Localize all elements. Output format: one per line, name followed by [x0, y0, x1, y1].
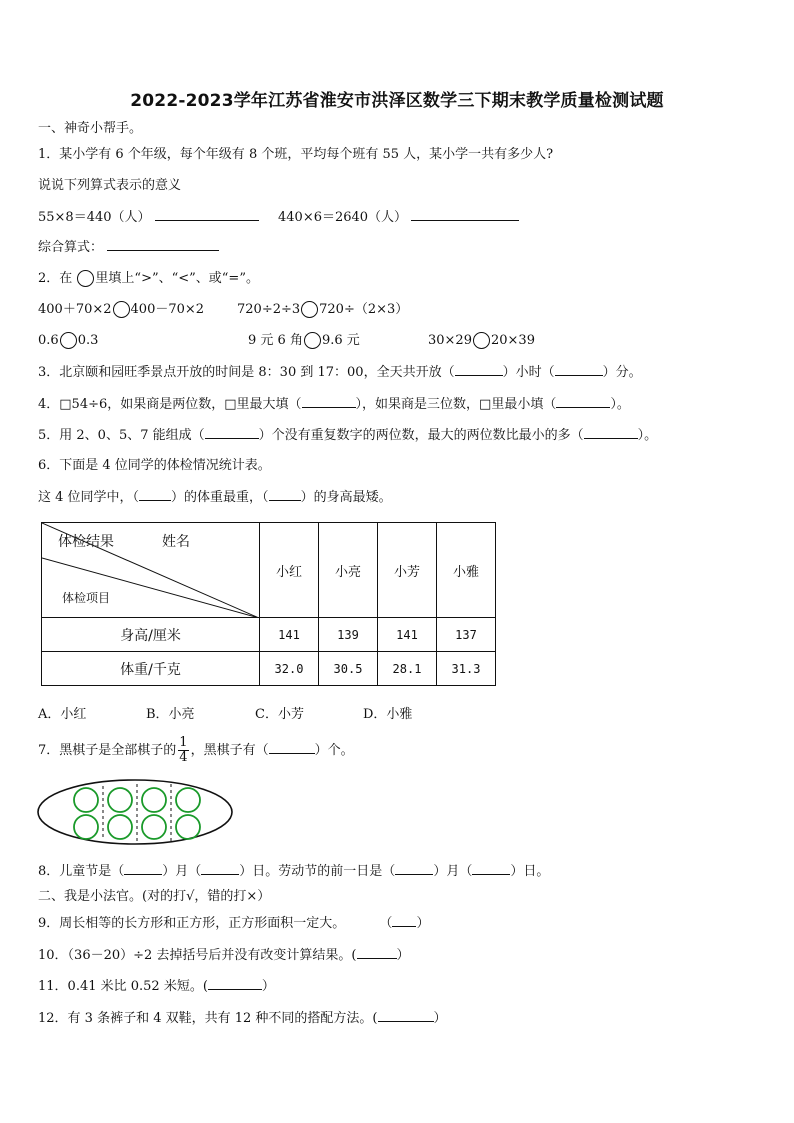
table-row	[42, 618, 496, 652]
question-6: 6．下面是 4 位同学的体检情况统计表。	[38, 458, 271, 473]
table-cell: 30.5	[319, 652, 378, 686]
question-1-combined	[38, 238, 219, 257]
answer-blank[interactable]	[472, 862, 510, 875]
paren-open: （	[379, 916, 393, 931]
question-2-row1a	[38, 301, 204, 319]
fraction-denominator: 4	[179, 750, 188, 765]
expr-right: 9.6 元	[321, 333, 360, 348]
question-8	[38, 862, 549, 881]
combined-label: 综合算式：	[38, 240, 104, 255]
table-header-cell: 小芳	[378, 523, 437, 618]
q8-text-d: ）月（	[433, 864, 473, 879]
page-title: 2022-2023学年江苏省淮安市洪泽区数学三下期末教学质量检测试题	[130, 91, 664, 111]
expr2-text: 440×6＝2640（人）	[278, 210, 408, 225]
tray-ellipse	[38, 780, 232, 844]
expr-left: 30×29	[428, 333, 472, 348]
q3-text-c: ）分。	[602, 365, 642, 380]
question-1: 1．某小学有 6 个年级，每个年级有 8 个班，平均每个班有 55 人，某小学一共有多少人?	[38, 147, 554, 162]
answer-blank[interactable]	[155, 208, 259, 221]
q8-text-e: ）日。	[510, 864, 550, 879]
table-header-cell: 小红	[260, 523, 319, 618]
expr-left: 400＋70×2	[38, 302, 112, 317]
answer-blank[interactable]	[411, 208, 519, 221]
q3-text-a: 3．北京颐和园旺季景点开放的时间是 8：30 到 17：00，全天共开放（	[38, 365, 455, 380]
q8-text-b: ）月（	[162, 864, 202, 879]
expr-left: 720÷2÷3	[237, 302, 301, 317]
expr-left: 9 元 6 角	[248, 333, 303, 348]
q10-text: 10．（36－20）÷2 去掉括号后并没有改变计算结果。(	[38, 948, 357, 963]
compare-circle-icon[interactable]	[301, 301, 318, 318]
answer-blank[interactable]	[208, 977, 262, 990]
question-3	[38, 363, 642, 382]
question-11	[38, 977, 275, 996]
answer-blank[interactable]	[392, 914, 416, 927]
q8-text-a: 8．儿童节是（	[38, 864, 125, 879]
chess-piece	[108, 788, 132, 812]
chess-piece	[142, 788, 166, 812]
row-label: 身高/厘米	[42, 618, 260, 652]
table-header-cell: 小雅	[437, 523, 496, 618]
question-2	[38, 270, 259, 288]
section-1-heading: 一、神奇小帮手。	[38, 121, 143, 136]
q7-text-c: ）个。	[314, 743, 354, 758]
header-result-label: 体检结果	[58, 534, 114, 550]
header-name-label: 姓名	[162, 534, 190, 550]
q7-text-b: ，黑棋子有（	[190, 743, 269, 758]
q5-text-c: ）。	[637, 428, 658, 443]
answer-blank[interactable]	[555, 363, 603, 376]
paren-close: ）	[433, 1011, 447, 1026]
diagonal-header-cell	[42, 523, 260, 618]
question-1-expr2	[278, 208, 519, 227]
question-2-row2a	[38, 332, 98, 350]
table-row	[42, 652, 496, 686]
answer-blank[interactable]	[378, 1009, 434, 1022]
answer-blank[interactable]	[455, 363, 503, 376]
chess-piece	[74, 788, 98, 812]
q4-text-a: 4．□54÷6，如果商是两位数，□里最大填（	[38, 397, 302, 412]
q4-text-c: ）。	[610, 397, 630, 412]
fraction	[178, 736, 188, 765]
table-cell: 32.0	[260, 652, 319, 686]
q8-text-c: ）日。劳动节的前一日是（	[239, 864, 396, 879]
paren-close: ）	[261, 979, 275, 994]
q5-text-b: ）个没有重复数字的两位数，最大的两位数比最小的多（	[258, 428, 584, 443]
table-cell: 28.1	[378, 652, 437, 686]
q6-text-b: ）的体重最重，（	[171, 490, 269, 505]
q12-text: 12．有 3 条裤子和 4 双鞋，共有 12 种不同的搭配方法。(	[38, 1011, 378, 1026]
answer-blank[interactable]	[584, 426, 638, 439]
q3-text-b: ）小时（	[502, 365, 555, 380]
question-1-subtitle: 说说下列算式表示的意义	[38, 178, 182, 193]
q5-text-a: 5．用 2、0、5、7 能组成（	[38, 428, 205, 443]
q6-text-c: ）的身高最矮。	[300, 490, 392, 505]
question-6-prompt	[38, 488, 392, 507]
answer-blank[interactable]	[124, 862, 162, 875]
divider-lines	[103, 784, 171, 842]
chess-pieces-figure	[36, 778, 234, 846]
table-cell: 141	[378, 618, 437, 652]
option-c[interactable]: C．小芳	[255, 707, 304, 722]
compare-circle-icon	[77, 270, 94, 287]
question-2-row2c	[428, 332, 535, 350]
compare-circle-icon[interactable]	[113, 301, 130, 318]
question-5	[38, 426, 657, 445]
question-4	[38, 395, 630, 414]
chess-piece	[74, 815, 98, 839]
section-2-heading: 二、我是小法官。(对的打√，错的打×）	[38, 889, 271, 904]
chess-piece	[142, 815, 166, 839]
paren-close: ）	[396, 948, 410, 963]
q11-text: 11．0.41 米比 0.52 米短。(	[38, 979, 208, 994]
chess-pieces	[74, 788, 200, 839]
answer-blank[interactable]	[395, 862, 433, 875]
q7-text-a: 7．黑棋子是全部棋子的	[38, 743, 177, 758]
expr-right: 20×39	[490, 333, 535, 348]
table-cell: 137	[437, 618, 496, 652]
answer-blank[interactable]	[107, 238, 219, 251]
answer-blank[interactable]	[302, 395, 356, 408]
answer-blank[interactable]	[357, 946, 397, 959]
q9-text: 9．周长相等的长方形和正方形，正方形面积一定大。	[38, 916, 346, 931]
answer-blank[interactable]	[205, 426, 259, 439]
option-d[interactable]: D．小雅	[363, 707, 413, 722]
expr-right: 400－70×2	[130, 302, 205, 317]
question-10	[38, 946, 410, 965]
q6-text-a: 这 4 位同学中，（	[38, 490, 140, 505]
q2-text-a: 2．在	[38, 271, 73, 286]
table-cell: 141	[260, 618, 319, 652]
compare-circle-icon[interactable]	[304, 332, 321, 349]
question-9	[38, 914, 429, 933]
expr1-text: 55×8＝440（人）	[38, 210, 151, 225]
fraction-numerator: 1	[179, 735, 188, 750]
expr-left: 0.6	[38, 333, 59, 348]
answer-blank[interactable]	[269, 488, 301, 501]
question-7	[38, 734, 354, 768]
answer-blank[interactable]	[269, 741, 315, 754]
health-check-table	[41, 522, 496, 686]
paren-close: ）	[416, 916, 430, 931]
question-2-row1b	[237, 301, 408, 319]
q2-text-b: 里填上“>”、“<”、或“=”。	[95, 271, 259, 286]
compare-circle-icon[interactable]	[473, 332, 490, 349]
expr-right: 720÷（2×3）	[319, 302, 409, 317]
compare-circle-icon[interactable]	[60, 332, 77, 349]
table-header-cell: 小亮	[319, 523, 378, 618]
chess-piece	[176, 815, 200, 839]
question-2-row2b	[248, 332, 360, 350]
answer-blank[interactable]	[139, 488, 171, 501]
table-cell: 31.3	[437, 652, 496, 686]
q4-text-b: ），如果商是三位数，□里最小填（	[355, 397, 557, 412]
table-cell: 139	[319, 618, 378, 652]
answer-blank[interactable]	[201, 862, 239, 875]
question-1-expr1	[38, 208, 259, 227]
chess-piece	[176, 788, 200, 812]
option-a[interactable]: A．小红	[38, 707, 87, 722]
answer-blank[interactable]	[556, 395, 610, 408]
chess-piece	[108, 815, 132, 839]
expr-right: 0.3	[77, 333, 99, 348]
row-label: 体重/千克	[42, 652, 260, 686]
header-item-label: 体检项目	[62, 591, 111, 605]
table-header-row	[42, 523, 496, 618]
question-12	[38, 1009, 447, 1028]
option-b[interactable]: B．小亮	[146, 707, 195, 722]
